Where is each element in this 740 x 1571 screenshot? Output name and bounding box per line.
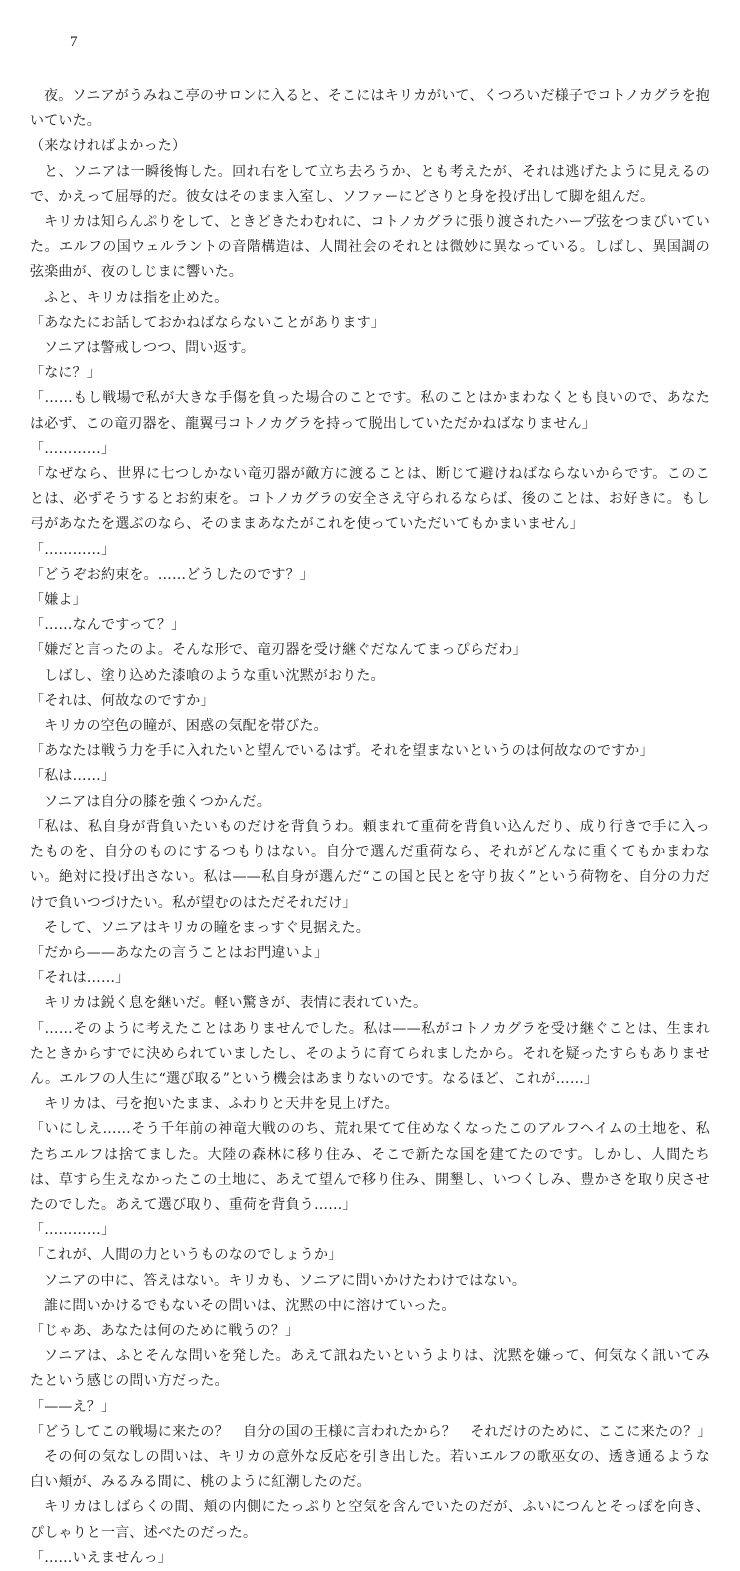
body-text: [30, 84, 710, 1571]
dialogue-paragraph: 「嫌だと言ったのよ。そんな形で、竜刃器を受け継ぐだなんてまっぴらだわ」: [30, 642, 527, 659]
dialogue-paragraph: 「いにしえ……そう千年前の神竜大戦ののち、荒れ果てて住めなくなったこのアルフヘイムの土地を、私たちエルフは捨てました。大陸の森林に移り住み、そこで新たな国を建てたのです。しかし、人間たちは、草すら生えなかったこの土地に、あえて望んで移り住み、開墾し、いつくしみ、豊かさを取り戻させたのでした。あえて選び取り、重荷を背負う……」: [30, 1121, 710, 1213]
narration-paragraph: ソニアの中に、答えはない。キリカも、ソニアに問いかけたわけではない。: [44, 1272, 527, 1289]
dialogue-paragraph: 「……そのように考えたことはありませんでした。私は——私がコトノカグラを受け継ぐことは、生まれたときからすでに決められていましたし、そのように育てられましたから。それを疑ったすらもありません。エルフの人生に“選び取る”という機会はあまりないのです。なるほど、これが……」: [30, 1020, 710, 1087]
dialogue-paragraph: 「……いえませんっ」: [30, 1549, 172, 1566]
dialogue-paragraph: 「あなたは戦う力を手に入れたいと望んでいるはず。それを望まないというのは何故なのですか」: [30, 743, 654, 760]
dialogue-paragraph: 「——え？」: [30, 1398, 116, 1415]
narration-paragraph: しばし、塗り込めた漆喰のような重い沈黙がおりた。: [44, 667, 385, 684]
dialogue-paragraph: 「…………」: [30, 1222, 116, 1239]
narration-paragraph: と、ソニアは一瞬後悔した。回れ右をして立ち去ろうか、とも考えたが、それは逃げたように見えるので、かえって屈辱的だ。彼女はそのまま入室し、ソファーにどさりと身を投げ出して脚を組んだ。: [30, 163, 710, 205]
narration-paragraph: キリカの空色の瞳が、困惑の気配を帯びた。: [44, 718, 328, 735]
narration-paragraph: キリカは鋭く息を継いだ。軽い驚きが、表情に表れていた。: [44, 995, 428, 1012]
dialogue-paragraph: 「じゃあ、あなたは何のために戦うの？」: [30, 1322, 300, 1339]
narration-paragraph: その何の気なしの問いは、キリカの意外な反応を引き出した。若いエルフの歌巫女の、透き通るような白い頬が、みるみる間に、桃のように紅潮したのだ。: [30, 1448, 710, 1491]
dialogue-paragraph: 「それは……」: [30, 970, 130, 987]
dialogue-paragraph: 「…………」: [30, 541, 116, 558]
dialogue-paragraph: 「……なんですって？」: [30, 617, 186, 634]
dialogue-paragraph: 「なに？」: [30, 365, 101, 382]
narration-paragraph: 夜。ソニアがうみねこ亭のサロンに入ると、そこにはキリカがいて、くつろいだ様子でコトノカグラを抱いていた。: [30, 88, 710, 130]
dialogue-paragraph: （来なければよかった）: [30, 138, 187, 155]
narration-paragraph: 誰に問いかけるでもないその問いは、沈黙の中に溶けていった。: [44, 1297, 456, 1314]
dialogue-paragraph: 「だから——あなたの言うことはお門違いよ」: [30, 944, 329, 961]
dialogue-paragraph: 「……もし戦場で私が大きな手傷を負った場合のことです。私のことはかまわなくとも良いので、あなたは必ず、この竜刃器を、龍翼弓コトノカグラを持って脱出していただかねばなりません」: [30, 390, 710, 432]
narration-paragraph: ソニアは、ふとそんな問いを発した。あえて訊ねたいというよりは、沈黙を嫌って、何気なく訊いてみたという感じの問い方だった。: [30, 1348, 710, 1390]
dialogue-paragraph: 「嫌よ」: [30, 592, 87, 609]
narration-paragraph: そして、ソニアはキリカの瞳をまっすぐ見据えた。: [44, 919, 370, 936]
page-number: 7: [70, 34, 78, 50]
dialogue-paragraph: 「どうぞお約束を。……どうしたのです？」: [30, 566, 314, 583]
narration-paragraph: ソニアは警戒しつつ、問い返す。: [44, 340, 256, 357]
narration-paragraph: キリカは知らんぷりをして、ときどきたわむれに、コトノカグラに張り渡されたハープ弦をつまびいていた。エルフの国ウェルラントの音階構造は、人間社会のそれとは微妙に異なっている。しばし、異国調の弦楽曲が、夜のしじまに響いた。: [30, 214, 710, 281]
narration-paragraph: ふと、キリカは指を止めた。: [44, 289, 229, 306]
dialogue-paragraph: 「私は、私自身が背負いたいものだけを背負うわ。頼まれて重荷を背負い込んだり、成り行きで手に入ったものを、自分のものにするつもりはない。自分で選んだ重荷なら、それがどんなに重くてもかまわない。絶対に投げ出さない。私は——私自身が選んだ“この国と民とを守り抜く”という荷物を、自分の力だけで負いつづけたい。私が望むのはただそれだけ」: [30, 818, 710, 911]
dialogue-paragraph: 「それは、何故なのですか」: [30, 692, 215, 709]
dialogue-paragraph: 「なぜなら、世界に七つしかない竜刃器が敵方に渡ることは、断じて避けねばならないからです。このことは、必ずそうするとお約束を。コトノカグラの安全さえ守られるならば、後のことは、お好きに。もし弓があなたを選ぶのなら、そのままあなたがこれを使っていただいてもかまいません」: [30, 466, 710, 533]
dialogue-paragraph: 「あなたにお話しておかねばならないことがあります」: [30, 314, 385, 331]
dialogue-paragraph: 「私は……」: [30, 768, 116, 785]
dialogue-paragraph: 「…………」: [30, 440, 116, 457]
narration-paragraph: ソニアは自分の膝を強くつかんだ。: [44, 793, 271, 810]
dialogue-paragraph: 「どうしてこの戦場に来たの？ 自分の国の王様に言われたから？ それだけのために、ここに来たの？」: [30, 1423, 712, 1440]
narration-paragraph: キリカはしばらくの間、頬の内側にたっぷりと空気を含んでいたのだが、ふいにつんとそっぽを向き、ぴしゃりと一言、述べたのだった。: [30, 1499, 710, 1541]
dialogue-paragraph: 「これが、人間の力というものなのでしょうか」: [30, 1247, 343, 1264]
narration-paragraph: キリカは、弓を抱いたまま、ふわりと天井を見上げた。: [44, 1096, 399, 1113]
